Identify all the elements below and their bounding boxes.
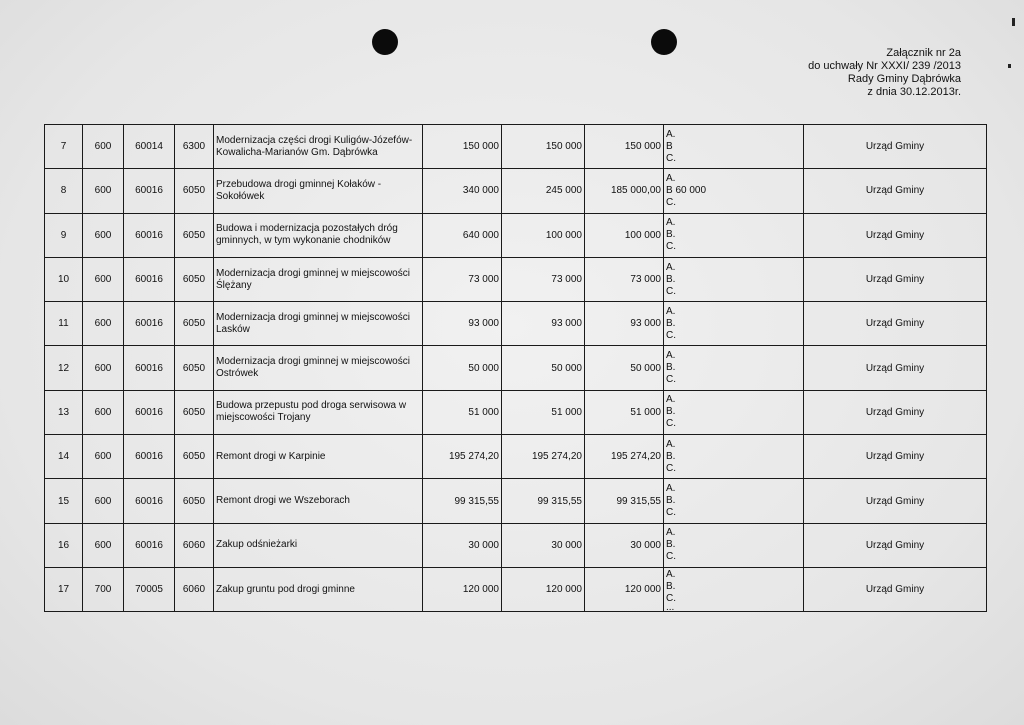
cell-planned-2013: 93 000: [585, 302, 664, 346]
funding-source-a: A.: [666, 527, 676, 539]
cell-paragraf: 6050: [175, 479, 214, 523]
cell-expenditure: 30 000: [502, 523, 585, 567]
cell-dzial: 600: [83, 479, 124, 523]
cell-lp: 9: [45, 213, 83, 257]
cell-rozdzial: 60016: [124, 257, 175, 301]
table-body: [45, 125, 987, 612]
attachment-header: [808, 47, 961, 99]
funding-source-c: C.: [666, 507, 676, 519]
funding-source-b: B.: [666, 450, 676, 462]
cell-funding-sources: [664, 346, 804, 390]
funding-source-b: B.: [666, 580, 676, 592]
cell-funding-sources: [664, 567, 804, 611]
funding-source-a: A.: [666, 217, 676, 229]
cell-paragraf: 6060: [175, 567, 214, 611]
cell-task-name: Zakup gruntu pod drogi gminne: [214, 567, 423, 611]
cell-total-cost: 120 000: [423, 567, 502, 611]
cell-responsible-unit: Urząd Gminy: [804, 523, 987, 567]
scan-mark: [1012, 18, 1015, 26]
cell-expenditure: 51 000: [502, 390, 585, 434]
header-line-date: z dnia 30.12.2013r.: [867, 86, 961, 98]
cell-planned-2013: 185 000,00: [585, 169, 664, 213]
table-row: [45, 125, 987, 169]
cell-responsible-unit: Urząd Gminy: [804, 390, 987, 434]
funding-source-a: A.: [666, 394, 676, 406]
cell-lp: 7: [45, 125, 83, 169]
cell-funding-sources: [664, 302, 804, 346]
cell-total-cost: 195 274,20: [423, 435, 502, 479]
cell-funding-sources: [664, 435, 804, 479]
cell-dzial: 600: [83, 435, 124, 479]
cell-funding-sources: [664, 390, 804, 434]
cell-responsible-unit: Urząd Gminy: [804, 435, 987, 479]
cell-planned-2013: 73 000: [585, 257, 664, 301]
cell-dzial: 600: [83, 169, 124, 213]
cell-responsible-unit: Urząd Gminy: [804, 213, 987, 257]
funding-source-c: C.: [666, 462, 676, 474]
funding-source-b: B.: [666, 273, 676, 285]
cell-expenditure: 195 274,20: [502, 435, 585, 479]
funding-source-b: B.: [666, 229, 676, 241]
cell-lp: 17: [45, 567, 83, 611]
cell-expenditure: 50 000: [502, 346, 585, 390]
cell-rozdzial: 60016: [124, 479, 175, 523]
cell-paragraf: 6050: [175, 169, 214, 213]
cell-dzial: 600: [83, 390, 124, 434]
cell-task-name: Budowa i modernizacja pozostałych dróg gminnych, w tym wykonanie chodników: [214, 213, 423, 257]
investment-table: [44, 124, 987, 612]
cell-dzial: 600: [83, 213, 124, 257]
cell-total-cost: 30 000: [423, 523, 502, 567]
cell-planned-2013: 100 000: [585, 213, 664, 257]
funding-source-c: C.: [666, 329, 676, 341]
funding-source-b: B 60 000: [666, 184, 707, 196]
cell-task-name: Remont drogi we Wszeborach: [214, 479, 423, 523]
cell-paragraf: 6050: [175, 257, 214, 301]
cell-lp: 8: [45, 169, 83, 213]
cell-total-cost: 640 000: [423, 213, 502, 257]
cell-planned-2013: 51 000: [585, 390, 664, 434]
table-row: [45, 479, 987, 523]
cell-responsible-unit: Urząd Gminy: [804, 169, 987, 213]
cell-planned-2013: 50 000: [585, 346, 664, 390]
table-row: [45, 567, 987, 611]
cell-task-name: Przebudowa drogi gminnej Kołaków - Sokołówek: [214, 169, 423, 213]
funding-source-a: A.: [666, 350, 676, 362]
cell-total-cost: 73 000: [423, 257, 502, 301]
cell-expenditure: 73 000: [502, 257, 585, 301]
cell-planned-2013: 150 000: [585, 125, 664, 169]
cell-paragraf: 6050: [175, 302, 214, 346]
cell-funding-sources: [664, 213, 804, 257]
cell-rozdzial: 60016: [124, 213, 175, 257]
cell-paragraf: 6050: [175, 213, 214, 257]
funding-source-b: B.: [666, 406, 676, 418]
funding-source-a: A.: [666, 483, 676, 495]
funding-source-b: B.: [666, 539, 676, 551]
table-row: [45, 435, 987, 479]
funding-source-c: C.: [666, 592, 676, 604]
header-line-attachment: Załącznik nr 2a: [886, 47, 961, 59]
cell-dzial: 600: [83, 523, 124, 567]
cell-total-cost: 93 000: [423, 302, 502, 346]
cell-lp: 12: [45, 346, 83, 390]
cell-paragraf: 6300: [175, 125, 214, 169]
cell-dzial: 600: [83, 125, 124, 169]
cell-task-name: Budowa przepustu pod droga serwisowa w miejscowości Trojany: [214, 390, 423, 434]
funding-source-b: B.: [666, 317, 676, 329]
cell-planned-2013: 30 000: [585, 523, 664, 567]
funding-source-c: C.: [666, 285, 676, 297]
table-row: [45, 213, 987, 257]
cell-expenditure: 245 000: [502, 169, 585, 213]
funding-source-b: B: [666, 140, 673, 152]
funding-source-a: A.: [666, 568, 676, 580]
cell-funding-sources: [664, 479, 804, 523]
cell-responsible-unit: Urząd Gminy: [804, 257, 987, 301]
funding-source-c: C.: [666, 152, 676, 164]
funding-source-b: B.: [666, 362, 676, 374]
punch-hole-right: [651, 29, 677, 55]
header-line-resolution: do uchwały Nr XXXI/ 239 /2013: [808, 60, 961, 72]
cell-funding-sources: [664, 125, 804, 169]
cell-lp: 14: [45, 435, 83, 479]
cell-lp: 11: [45, 302, 83, 346]
funding-source-a: A.: [666, 438, 676, 450]
cell-total-cost: 99 315,55: [423, 479, 502, 523]
table-row: [45, 390, 987, 434]
cell-paragraf: 6050: [175, 390, 214, 434]
table-row: [45, 346, 987, 390]
cell-responsible-unit: Urząd Gminy: [804, 479, 987, 523]
cell-paragraf: 6060: [175, 523, 214, 567]
cell-rozdzial: 60014: [124, 125, 175, 169]
cell-rozdzial: 60016: [124, 169, 175, 213]
cell-total-cost: 51 000: [423, 390, 502, 434]
cell-rozdzial: 60016: [124, 346, 175, 390]
cell-paragraf: 6050: [175, 346, 214, 390]
table-row: [45, 169, 987, 213]
cell-task-name: Remont drogi w Karpinie: [214, 435, 423, 479]
cell-funding-sources: [664, 169, 804, 213]
cell-dzial: 600: [83, 346, 124, 390]
cell-task-name: Zakup odśnieżarki: [214, 523, 423, 567]
cell-planned-2013: 120 000: [585, 567, 664, 611]
cell-rozdzial: 60016: [124, 302, 175, 346]
cell-rozdzial: 60016: [124, 435, 175, 479]
funding-source-a: A.: [666, 172, 676, 184]
funding-source-c: C.: [666, 241, 676, 253]
cell-rozdzial: 70005: [124, 567, 175, 611]
cell-expenditure: 93 000: [502, 302, 585, 346]
cell-expenditure: 99 315,55: [502, 479, 585, 523]
cell-total-cost: 50 000: [423, 346, 502, 390]
cell-rozdzial: 60016: [124, 390, 175, 434]
cell-responsible-unit: Urząd Gminy: [804, 125, 987, 169]
funding-source-b: B.: [666, 495, 676, 507]
cell-planned-2013: 99 315,55: [585, 479, 664, 523]
funding-source-c: C.: [666, 418, 676, 430]
cell-funding-sources: [664, 257, 804, 301]
funding-source-c: C.: [666, 551, 676, 563]
trailing-ellipsis: ...: [666, 601, 675, 612]
funding-source-c: C.: [666, 196, 676, 208]
cell-dzial: 700: [83, 567, 124, 611]
cell-dzial: 600: [83, 302, 124, 346]
cell-lp: 10: [45, 257, 83, 301]
funding-source-c: C.: [666, 374, 676, 386]
cell-responsible-unit: Urząd Gminy: [804, 567, 987, 611]
header-line-council: Rady Gminy Dąbrówka: [847, 73, 961, 85]
scan-mark: [1008, 64, 1011, 68]
cell-lp: 16: [45, 523, 83, 567]
cell-expenditure: 120 000: [502, 567, 585, 611]
cell-task-name: Modernizacja drogi gminnej w miejscowości Ostrówek: [214, 346, 423, 390]
cell-expenditure: 100 000: [502, 213, 585, 257]
cell-task-name: Modernizacja drogi gminnej w miejscowości Lasków: [214, 302, 423, 346]
cell-lp: 15: [45, 479, 83, 523]
cell-dzial: 600: [83, 257, 124, 301]
punch-hole-left: [372, 29, 398, 55]
table-row: [45, 302, 987, 346]
cell-total-cost: 340 000: [423, 169, 502, 213]
cell-task-name: Modernizacja drogi gminnej w miejscowości Ślężany: [214, 257, 423, 301]
funding-source-a: A.: [666, 261, 676, 273]
funding-source-a: A.: [666, 305, 676, 317]
cell-task-name: Modernizacja części drogi Kuligów-Józefów-Kowalicha-Marianów Gm. Dąbrówka: [214, 125, 423, 169]
cell-planned-2013: 195 274,20: [585, 435, 664, 479]
cell-expenditure: 150 000: [502, 125, 585, 169]
cell-responsible-unit: Urząd Gminy: [804, 302, 987, 346]
cell-total-cost: 150 000: [423, 125, 502, 169]
table-row: [45, 523, 987, 567]
cell-rozdzial: 60016: [124, 523, 175, 567]
cell-lp: 13: [45, 390, 83, 434]
cell-responsible-unit: Urząd Gminy: [804, 346, 987, 390]
funding-source-a: A.: [666, 128, 676, 140]
cell-funding-sources: [664, 523, 804, 567]
table-row: [45, 257, 987, 301]
cell-paragraf: 6050: [175, 435, 214, 479]
